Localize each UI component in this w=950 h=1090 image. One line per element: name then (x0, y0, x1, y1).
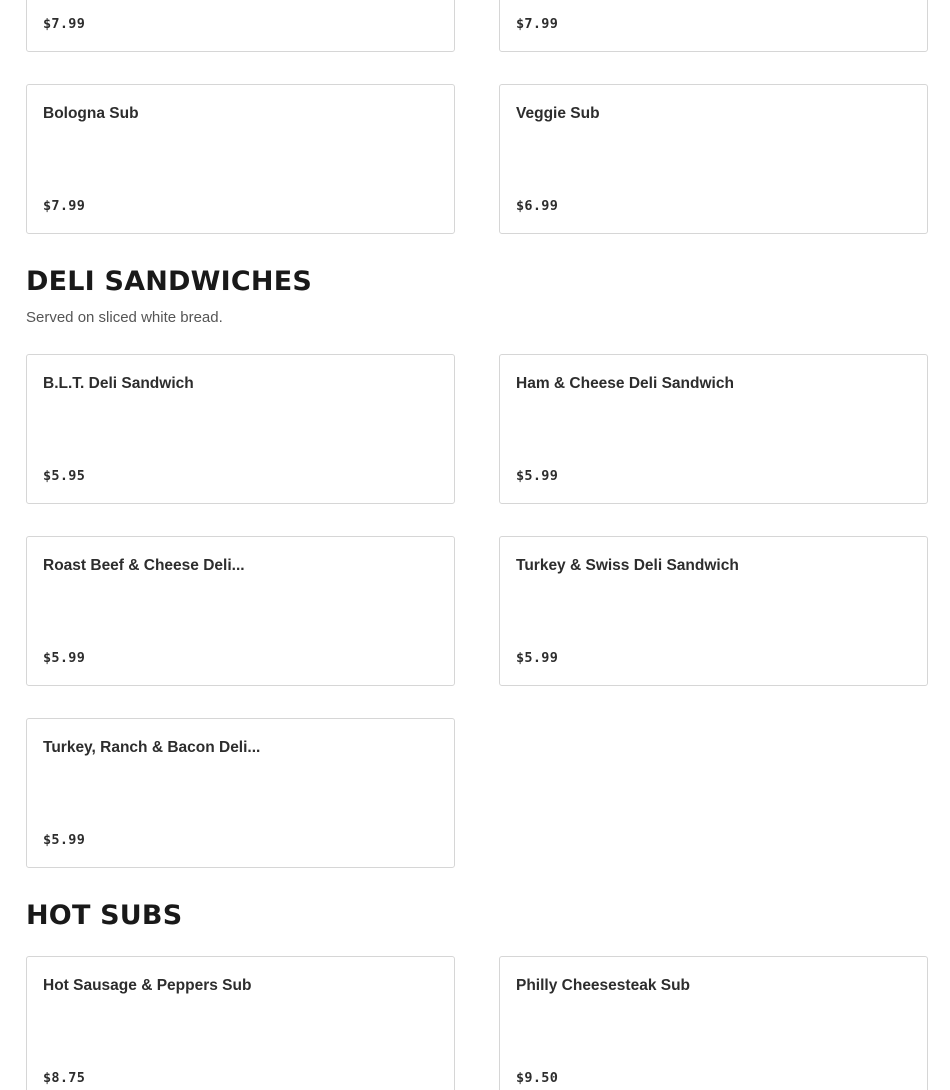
section-title-deli-sandwiches: DELI SANDWICHES (26, 266, 312, 297)
item-price: $5.95 (43, 468, 86, 484)
menu-item-card[interactable] (26, 84, 455, 234)
menu-item-card[interactable] (499, 354, 928, 504)
item-price: $8.75 (43, 1070, 86, 1086)
menu-item-card[interactable] (499, 0, 928, 52)
section-description: Served on sliced white bread. (26, 309, 223, 326)
item-name: Ham & Cheese Deli Sandwich (516, 375, 734, 392)
item-price: $7.99 (43, 16, 86, 32)
section-title-hot-subs: HOT SUBS (26, 900, 183, 931)
menu-item-card[interactable] (499, 956, 928, 1090)
item-name: Hot Sausage & Peppers Sub (43, 977, 252, 994)
item-price: $6.99 (516, 198, 559, 214)
item-price: $5.99 (43, 832, 86, 848)
item-name: Veggie Sub (516, 105, 600, 122)
item-name: Bologna Sub (43, 105, 139, 122)
item-price: $5.99 (43, 650, 86, 666)
menu-item-card[interactable] (26, 354, 455, 504)
menu-item-card[interactable] (26, 536, 455, 686)
item-price: $5.99 (516, 468, 559, 484)
item-name: Philly Cheesesteak Sub (516, 977, 691, 994)
item-price: $7.99 (516, 16, 559, 32)
menu-item-card[interactable] (26, 718, 455, 868)
item-price: $5.99 (516, 650, 559, 666)
item-name: B.L.T. Deli Sandwich (43, 375, 194, 392)
menu-item-card[interactable] (499, 536, 928, 686)
menu-item-card[interactable] (26, 956, 455, 1090)
menu-item-card[interactable] (499, 84, 928, 234)
item-price: $9.50 (516, 1070, 559, 1086)
item-price: $7.99 (43, 198, 86, 214)
item-name: Turkey & Swiss Deli Sandwich (516, 557, 739, 574)
item-name: Turkey, Ranch & Bacon Deli... (43, 739, 261, 756)
item-name: Roast Beef & Cheese Deli... (43, 557, 245, 574)
menu-item-card[interactable] (26, 0, 455, 52)
